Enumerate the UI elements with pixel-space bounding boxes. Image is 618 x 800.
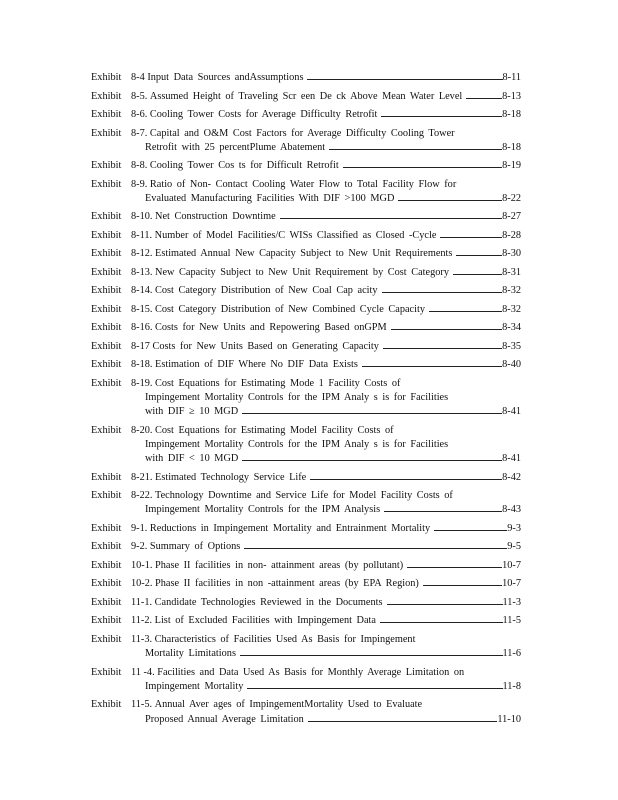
- exhibit-title-text: Retrofit with 25 percentPlume Abatement: [145, 141, 326, 153]
- toc-entry: [91, 71, 521, 85]
- page-number: 8-32: [502, 285, 521, 297]
- toc-entry: [91, 321, 521, 335]
- page-number: 8-30: [502, 248, 521, 260]
- exhibit-label: Exhibit: [91, 615, 122, 627]
- page-number: 8-41: [502, 406, 521, 418]
- exhibit-title-text: Cooling Tower Cos ts for Difficult Retrofit: [149, 160, 339, 172]
- toc-entry: [91, 559, 521, 573]
- entry-first-line: [91, 633, 521, 647]
- page-number: 11-3: [502, 596, 521, 608]
- page-number: 11-5: [502, 615, 521, 627]
- toc-entry: [91, 471, 521, 485]
- exhibit-number: 10-2.: [131, 578, 153, 590]
- page-number: 11-10: [497, 713, 521, 725]
- exhibit-label: Exhibit: [91, 211, 122, 223]
- dot-leader: [247, 688, 502, 689]
- toc-entry: [91, 303, 521, 317]
- dot-leader: [280, 218, 502, 219]
- entry-first-line: [91, 210, 521, 224]
- dot-leader: [407, 567, 502, 568]
- entry-first-line: [91, 489, 521, 503]
- page-number: 8-41: [502, 453, 521, 465]
- exhibit-label: Exhibit: [91, 127, 122, 139]
- toc-entry: [91, 377, 521, 420]
- exhibit-label: Exhibit: [91, 596, 122, 608]
- toc-entry: [91, 698, 521, 726]
- toc-entry: [91, 522, 521, 536]
- exhibit-number: 8-9.: [131, 178, 148, 190]
- entry-first-line: [91, 596, 521, 610]
- exhibit-number: 8-11.: [131, 229, 153, 241]
- exhibit-title-text: Impingement Mortality Controls for the IPM Analy s is for Facilities: [145, 392, 449, 404]
- exhibit-title-text: Cost Equations for Estimating Mode 1 Facility Costs of: [155, 377, 401, 389]
- exhibit-label: Exhibit: [91, 699, 122, 711]
- dot-leader: [242, 413, 502, 414]
- exhibit-number: 9-2.: [131, 541, 148, 553]
- exhibit-label: Exhibit: [91, 266, 122, 278]
- entry-first-line: [91, 178, 521, 192]
- exhibit-number: 8-16.: [131, 322, 153, 334]
- entry-first-line: [91, 614, 521, 628]
- exhibit-label: Exhibit: [91, 178, 122, 190]
- exhibit-label: Exhibit: [91, 340, 122, 352]
- entry-first-line: [91, 321, 521, 335]
- exhibit-number: 8-10.: [131, 211, 153, 223]
- entry-first-line: [91, 71, 521, 85]
- entry-first-line: [91, 266, 521, 280]
- exhibit-label: Exhibit: [91, 303, 122, 315]
- toc-entry: [91, 127, 521, 155]
- exhibit-label: Exhibit: [91, 248, 122, 260]
- exhibit-number: 8-12.: [131, 248, 153, 260]
- exhibit-label: Exhibit: [91, 109, 122, 120]
- entry-first-line: [91, 540, 521, 554]
- exhibit-number: 8-22.: [131, 490, 153, 502]
- toc-entry: [91, 596, 521, 610]
- exhibit-number: 8-7.: [131, 127, 148, 139]
- page-number: 8-35: [502, 340, 521, 352]
- page-number: 8-27: [502, 211, 521, 223]
- entry-first-line: [91, 90, 521, 104]
- toc-entry: [91, 358, 521, 372]
- dot-leader: [343, 167, 502, 168]
- entry-continuation-line: [91, 452, 521, 466]
- exhibit-title-text: Costs for New Units Based on Generating Capacity: [152, 340, 379, 352]
- entry-first-line: [91, 377, 521, 391]
- toc-entry: [91, 229, 521, 243]
- entry-continuation-line: [91, 503, 521, 517]
- toc-entry: [91, 108, 521, 122]
- dot-leader: [423, 585, 502, 586]
- entry-first-line: [91, 559, 521, 573]
- toc-entry: [91, 577, 521, 591]
- exhibit-label: Exhibit: [91, 578, 122, 590]
- exhibit-number: 8-21.: [131, 471, 153, 483]
- page-number: 8-43: [502, 504, 521, 516]
- exhibit-number: 8-5.: [131, 90, 148, 102]
- page-number: 11-6: [502, 648, 521, 660]
- exhibit-number: 10-1.: [131, 559, 153, 571]
- exhibit-title-text: Input Data Sources andAssumptions: [147, 72, 304, 83]
- dot-leader: [466, 98, 502, 99]
- dot-leader: [329, 149, 502, 150]
- exhibit-title-text: Mortality Limitations: [145, 648, 236, 660]
- exhibit-label: Exhibit: [91, 559, 122, 571]
- exhibit-title-text: Number of Model Facilities/C WISs Classified as Closed -Cycle: [154, 229, 437, 241]
- exhibit-title-text: Technology Downtime and Service Life for Model Facility Costs of: [155, 490, 453, 502]
- exhibit-label: Exhibit: [91, 471, 122, 483]
- dot-leader: [384, 511, 502, 512]
- exhibit-title-text: Net Construction Downtime: [155, 211, 276, 223]
- exhibit-title-text: Facilities and Data Used As Basis for Monthly Average Limitation on: [157, 666, 465, 678]
- toc-entry: [91, 247, 521, 261]
- exhibit-title-text: Cost Category Distribution of New Combined Cycle Capacity: [155, 303, 425, 315]
- exhibit-title-text: Evaluated Manufacturing Facilities With DIF >100 MGD: [145, 192, 395, 204]
- exhibit-title-text: Estimated Technology Service Life: [155, 471, 307, 483]
- exhibit-title-text: Cost Equations for Estimating Model Facility Costs of: [155, 424, 394, 436]
- exhibit-title-text: Cooling Tower Costs for Average Difficulty Retrofit: [149, 109, 378, 120]
- exhibit-label: Exhibit: [91, 377, 122, 389]
- entry-first-line: [91, 666, 521, 680]
- dot-leader: [456, 255, 502, 256]
- entry-first-line: [91, 127, 521, 141]
- exhibit-title-text: Impingement Mortality Controls for the IPM Analy s is for Facilities: [145, 439, 449, 451]
- page-number: 9-5: [507, 541, 521, 553]
- exhibit-title-text: Capital and O&M Cost Factors for Average Difficulty Cooling Tower: [149, 127, 455, 139]
- exhibit-title-text: Candidate Technologies Reviewed in the Documents: [154, 596, 383, 608]
- table-of-exhibits: [91, 71, 521, 731]
- exhibit-title-text: Characteristics of Facilities Used As Basis for Impingement: [154, 633, 416, 645]
- dot-leader: [440, 237, 502, 238]
- exhibit-number: 8-18.: [131, 359, 153, 371]
- toc-entry: [91, 178, 521, 206]
- dot-leader: [240, 655, 503, 656]
- page-number: 8-28: [502, 229, 521, 241]
- toc-entry: [91, 666, 521, 694]
- exhibit-title-text: with DIF ≥ 10 MGD: [145, 406, 239, 418]
- toc-entry: [91, 284, 521, 298]
- toc-entry: [91, 159, 521, 173]
- exhibit-number: 8-13.: [131, 266, 153, 278]
- exhibit-title-text: Proposed Annual Average Limitation: [145, 713, 304, 725]
- exhibit-title-text: New Capacity Subject to New Unit Requirement by Cost Category: [155, 266, 449, 278]
- exhibit-label: Exhibit: [91, 424, 122, 436]
- toc-entry: [91, 210, 521, 224]
- page-number: 8-11: [502, 72, 521, 83]
- entry-first-line: [91, 108, 521, 122]
- exhibit-label: Exhibit: [91, 72, 122, 83]
- exhibit-title-text: Phase II facilities in non -attainment areas (by EPA Region): [155, 578, 419, 590]
- exhibit-title-text: Estimated Annual New Capacity Subject to New Unit Requirements: [155, 248, 453, 260]
- dot-leader: [398, 200, 502, 201]
- entry-first-line: [91, 340, 521, 354]
- entry-first-line: [91, 247, 521, 261]
- exhibit-label: Exhibit: [91, 522, 122, 534]
- page-number: 8-31: [502, 266, 521, 278]
- exhibit-label: Exhibit: [91, 160, 122, 172]
- entry-first-line: [91, 522, 521, 536]
- page-number: 8-40: [502, 359, 521, 371]
- exhibit-title-text: with DIF < 10 MGD: [145, 453, 239, 465]
- dot-leader: [310, 479, 502, 480]
- exhibit-title-text: Costs for New Units and Repowering Based onGPM: [155, 322, 387, 334]
- entry-first-line: [91, 229, 521, 243]
- entry-first-line: [91, 303, 521, 317]
- entry-first-line: [91, 284, 521, 298]
- exhibit-label: Exhibit: [91, 359, 122, 371]
- exhibit-label: Exhibit: [91, 666, 122, 678]
- toc-entry: [91, 266, 521, 280]
- entry-continuation-line: [91, 141, 521, 155]
- exhibit-title-text: Annual Aver ages of ImpingementMortality Used to Evaluate: [154, 699, 423, 711]
- entry-first-line: [91, 424, 521, 438]
- exhibit-title-text: Phase II facilities in non- attainment areas (by pollutant): [155, 559, 404, 571]
- exhibit-label: Exhibit: [91, 229, 122, 241]
- dot-leader: [380, 622, 503, 623]
- dot-leader: [434, 530, 507, 531]
- exhibit-number: 11-3.: [131, 633, 153, 645]
- entry-continuation-line: [91, 647, 521, 661]
- exhibit-number: 11-5.: [131, 699, 153, 711]
- exhibit-number: 11-2.: [131, 615, 153, 627]
- exhibit-title-text: Summary of Options: [149, 541, 241, 553]
- exhibit-title-text: Assumed Height of Traveling Scr een De ck Above Mean Water Level: [149, 90, 463, 102]
- toc-entry: [91, 540, 521, 554]
- dot-leader: [362, 366, 502, 367]
- exhibit-number: 8-19.: [131, 377, 153, 389]
- page-number: 9-3: [507, 522, 521, 534]
- exhibit-title-text: Cost Category Distribution of New Coal Cap acity: [155, 285, 378, 297]
- dot-leader: [383, 348, 502, 349]
- exhibit-number: 8-15.: [131, 303, 153, 315]
- toc-entry: [91, 489, 521, 517]
- entry-continuation-line: [91, 680, 521, 694]
- exhibit-title-text: List of Excluded Facilities with Impingement Data: [154, 615, 376, 627]
- exhibit-number: 8-20.: [131, 424, 153, 436]
- dot-leader: [307, 79, 502, 80]
- toc-entry: [91, 633, 521, 661]
- entry-continuation-line: [91, 405, 521, 419]
- exhibit-number: 8-6.: [131, 109, 148, 120]
- exhibit-number: 11 -4.: [131, 666, 155, 678]
- exhibit-title-text: Impingement Mortality Controls for the IPM Analysis: [145, 504, 381, 516]
- dot-leader: [453, 274, 502, 275]
- page-number: 8-42: [502, 471, 521, 483]
- exhibit-label: Exhibit: [91, 90, 122, 102]
- entry-first-line: [91, 698, 521, 712]
- dot-leader: [242, 460, 502, 461]
- page-number: 8-22: [502, 192, 521, 204]
- exhibit-number: 9-1.: [131, 522, 148, 534]
- exhibit-label: Exhibit: [91, 322, 122, 334]
- entry-first-line: [91, 577, 521, 591]
- page-number: 8-13: [502, 90, 521, 102]
- exhibit-title-text: Reductions in Impingement Mortality and Entrainment Mortality: [149, 522, 431, 534]
- entry-first-line: [91, 159, 521, 173]
- entry-continuation-line: [91, 713, 521, 727]
- page-number: 10-7: [502, 578, 521, 590]
- dot-leader: [429, 311, 502, 312]
- exhibit-number: 11-1.: [131, 596, 153, 608]
- page-number: 8-18: [502, 109, 521, 120]
- toc-entry: [91, 90, 521, 104]
- entry-first-line: [91, 471, 521, 485]
- toc-entry: [91, 614, 521, 628]
- dot-leader: [308, 721, 498, 722]
- page-number: 8-18: [502, 141, 521, 153]
- exhibit-number: 8-17: [131, 340, 150, 352]
- exhibit-label: Exhibit: [91, 541, 122, 553]
- dot-leader: [387, 604, 503, 605]
- toc-entry: [91, 340, 521, 354]
- dot-leader: [382, 292, 503, 293]
- exhibit-number: 8-14.: [131, 285, 153, 297]
- dot-leader: [381, 116, 502, 117]
- page-number: 8-19: [502, 160, 521, 172]
- entry-continuation-line: [91, 438, 521, 452]
- entry-continuation-line: [91, 391, 521, 405]
- exhibit-number: 8-4: [131, 72, 145, 83]
- dot-leader: [391, 329, 502, 330]
- exhibit-title-text: Estimation of DIF Where No DIF Data Exists: [155, 359, 358, 371]
- exhibit-label: Exhibit: [91, 490, 122, 502]
- page-number: 8-34: [502, 322, 521, 334]
- dot-leader: [244, 548, 507, 549]
- exhibit-title-text: Ratio of Non- Contact Cooling Water Flow to Total Facility Flow for: [149, 178, 457, 190]
- page-number: 11-8: [502, 680, 521, 692]
- exhibit-number: 8-8.: [131, 160, 148, 172]
- entry-continuation-line: [91, 192, 521, 206]
- exhibit-label: Exhibit: [91, 633, 122, 645]
- page-number: 10-7: [502, 559, 521, 571]
- toc-entry: [91, 424, 521, 467]
- page-number: 8-32: [502, 303, 521, 315]
- exhibit-label: Exhibit: [91, 285, 122, 297]
- exhibit-title-text: Impingement Mortality: [145, 680, 244, 692]
- entry-first-line: [91, 358, 521, 372]
